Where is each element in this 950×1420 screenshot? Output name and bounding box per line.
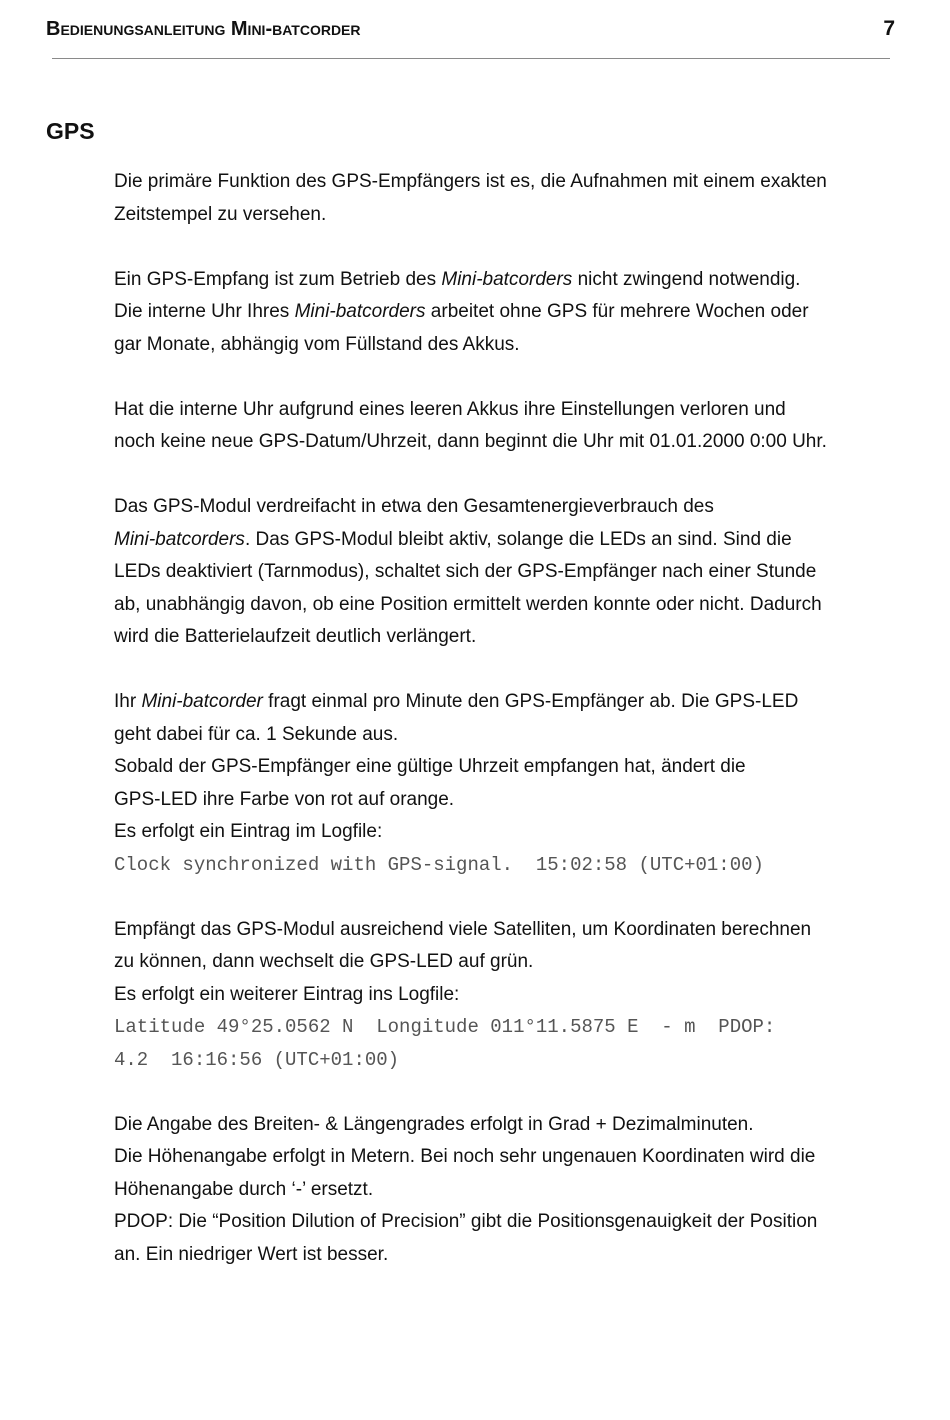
text-line: PDOP: Die “Position Dilution of Precision” gibt die Positionsgenauigkeit der Position — [114, 1211, 818, 1232]
text-fragment: . Das GPS-Modul bleibt aktiv, solange die LEDs an sind. Sind die — [244, 528, 792, 550]
document-title: Bedienungsanleitung Mini-batcorder — [46, 18, 361, 40]
text-line: Die primäre Funktion des GPS-Empfängers ist es, die Aufnahmen mit einem exakten — [114, 171, 827, 192]
text-line: ab, unabhängig davon, ob eine Position ermittelt werden konnte oder nicht. Dadurch — [114, 593, 822, 615]
text-line: Das GPS-Modul verdreifacht in etwa den Gesamtenergieverbrauch des — [114, 496, 714, 517]
text-line: Zeitstempel zu versehen. — [114, 203, 327, 225]
text-line: noch keine neue GPS-Datum/Uhrzeit, dann beginnt die Uhr mit 01.01.2000 0:00 Uhr. — [114, 431, 827, 452]
text-line — [114, 524, 904, 557]
text-line: geht dabei für ca. 1 Sekunde aus. — [114, 723, 399, 745]
text-line: Hat die interne Uhr aufgrund eines leeren Akkus ihre Einstellungen verloren und — [114, 398, 786, 420]
section-body — [114, 166, 904, 1271]
text-line: Empfängt das GPS-Modul ausreichend viele Satelliten, um Koordinaten berechnen — [114, 918, 812, 940]
product-name: Mini-batcorders — [441, 268, 573, 290]
text-line: Die Angabe des Breiten- & Längengrades erfolgt in Grad + Dezimalminuten. — [114, 1113, 754, 1135]
paragraph-energy-consumption — [114, 491, 904, 654]
product-name: Mini-batcorder — [141, 691, 263, 712]
text-line: wird die Batterielaufzeit deutlich verlängert. — [114, 626, 477, 647]
page-header — [46, 15, 895, 45]
text-line — [114, 264, 904, 297]
text-fragment: Ein GPS-Empfang ist zum Betrieb des — [114, 268, 442, 290]
paragraph-primary-function — [114, 166, 904, 231]
text-line: gar Monate, abhängig vom Füllstand des Akkus. — [114, 333, 520, 355]
text-line: zu können, dann wechselt die GPS-LED auf grün. — [114, 951, 534, 972]
text-line: LEDs deaktiviert (Tarnmodus), schaltet sich der GPS-Empfänger nach einer Stunde — [114, 561, 817, 582]
text-line: an. Ein niedriger Wert ist besser. — [114, 1243, 389, 1265]
paragraph-coordinates — [114, 914, 904, 1077]
text-line: Höhenangabe durch ‘-’ ersetzt. — [114, 1178, 374, 1200]
header-divider — [52, 58, 890, 59]
paragraph-clock-reset — [114, 394, 904, 459]
paragraph-explanation — [114, 1109, 904, 1272]
text-line: Sobald der GPS-Empfänger eine gültige Uhrzeit empfangen hat, ändert die — [114, 756, 746, 777]
text-line — [114, 686, 904, 719]
paragraph-time-sync — [114, 686, 904, 881]
text-line: Es erfolgt ein weiterer Eintrag ins Logfile: — [114, 983, 460, 1005]
logfile-entry-clock: Clock synchronized with GPS-signal. 15:02:58 (UTC+01:00) — [114, 853, 764, 876]
text-fragment: arbeitet ohne GPS für mehrere Wochen oder — [425, 301, 809, 322]
paragraph-gps-optional — [114, 264, 904, 362]
text-fragment: fragt einmal pro Minute den GPS-Empfänger ab. Die GPS-LED — [262, 691, 799, 712]
text-line: Es erfolgt ein Eintrag im Logfile: — [114, 821, 383, 842]
text-fragment: Die interne Uhr Ihres — [114, 301, 295, 322]
text-fragment: Ihr — [114, 691, 142, 712]
product-name: Mini-batcorders — [294, 301, 426, 322]
page-number: 7 — [883, 17, 895, 40]
logfile-entry-position-cont: 4.2 16:16:56 (UTC+01:00) — [114, 1048, 400, 1071]
product-name: Mini-batcorders — [114, 528, 245, 550]
section-heading: GPS — [46, 118, 95, 144]
text-line — [114, 296, 904, 329]
logfile-entry-position: Latitude 49°25.0562 N Longitude 011°11.5875 E - m PDOP: — [114, 1016, 776, 1038]
text-fragment: nicht zwingend notwendig. — [572, 268, 801, 290]
text-line: GPS-LED ihre Farbe von rot auf orange. — [114, 788, 455, 810]
text-line: Die Höhenangabe erfolgt in Metern. Bei noch sehr ungenauen Koordinaten wird die — [114, 1146, 816, 1167]
